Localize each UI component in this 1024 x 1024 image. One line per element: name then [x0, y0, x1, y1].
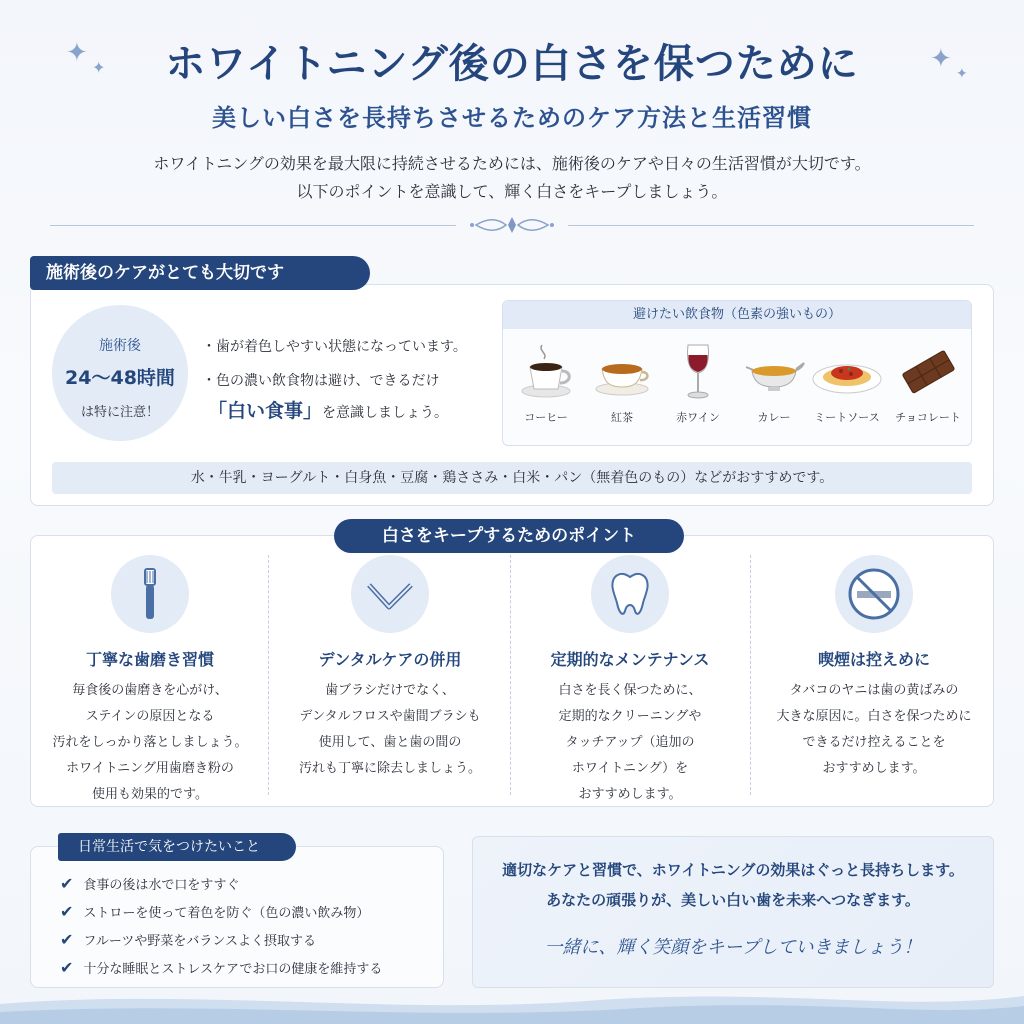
point-brushing	[30, 555, 270, 808]
daily-item-text: ストローを使って着色を防ぐ（色の濃い飲み物）	[83, 906, 370, 921]
ornament-icon	[466, 214, 558, 236]
floss-icon	[351, 555, 429, 633]
sparkle-icon: ✦	[930, 44, 952, 74]
icon-circle	[591, 555, 669, 633]
chocolate-icon	[898, 341, 958, 401]
aftercare-bullet-3	[208, 396, 448, 423]
point-text	[270, 678, 510, 782]
tooth-icon	[591, 555, 669, 633]
food-label: コーヒー	[524, 411, 568, 424]
point-line: ホワイトニング用歯磨き粉の	[66, 761, 234, 776]
caution-bottom: は特に注意！	[80, 405, 159, 420]
coffee-icon	[518, 341, 574, 401]
point-text	[510, 678, 750, 808]
caution-hours: 24～48時間	[65, 367, 175, 389]
daily-item-text: 食事の後は水で口をすすぐ	[83, 878, 240, 893]
curry-icon	[742, 341, 806, 401]
point-line: 汚れをしっかり落としましょう。	[52, 735, 248, 750]
aftercare-bullet-3-suffix: を意識しましょう。	[322, 405, 449, 421]
daily-item	[60, 874, 240, 893]
point-line: ステインの原因となる	[85, 709, 215, 724]
food-label: 紅茶	[611, 411, 633, 424]
no-smoking-icon	[835, 555, 913, 633]
point-title: 喫煙は控えめに	[817, 650, 930, 669]
point-no-smoking	[754, 555, 994, 782]
check-icon: ✔	[60, 902, 74, 921]
point-maintenance	[510, 555, 750, 808]
closing-line-1: 適切なケアと習慣で、ホワイトニングの効果はぐっと長持ちします。	[502, 861, 964, 879]
food-item-coffee	[507, 341, 585, 425]
sparkle-icon: ✦	[956, 66, 968, 82]
divider-right	[568, 225, 974, 226]
point-line: 白さを長く保つために、	[558, 683, 702, 698]
closing-line-3: 一緒に、輝く笑顔をキープしていきましょう！	[544, 937, 922, 958]
daily-item-text: フルーツや野菜をバランスよく摂取する	[83, 934, 316, 949]
point-line: 定期的なクリーニングや	[558, 709, 702, 724]
point-title: デンタルケアの併用	[318, 650, 462, 669]
food-item-red-wine	[659, 341, 737, 425]
point-line: 歯ブラシだけでなく、	[325, 683, 455, 698]
wave-decoration	[0, 986, 1024, 1024]
food-label: 赤ワイン	[676, 411, 720, 424]
daily-item	[60, 902, 369, 921]
point-title: 定期的なメンテナンス	[550, 650, 710, 669]
daily-item	[60, 930, 316, 949]
check-icon: ✔	[60, 958, 74, 977]
food-item-chocolate	[887, 341, 969, 425]
divider-left	[50, 225, 456, 226]
food-item-meat-sauce	[805, 341, 889, 425]
food-label: カレー	[757, 411, 791, 424]
point-dental-care	[270, 555, 510, 782]
daily-item	[60, 958, 382, 977]
daily-heading: 日常生活で気をつけたいこと	[58, 833, 296, 861]
white-meal-emphasis: 「白い食事」	[208, 400, 323, 422]
toothbrush-icon	[111, 555, 189, 633]
point-line: おすすめします。	[822, 761, 926, 776]
point-line: 使用も効果的です。	[92, 787, 208, 802]
caution-circle	[52, 305, 188, 441]
point-line: ホワイトニング）を	[571, 761, 689, 776]
point-line: 汚れも丁寧に除去しましょう。	[298, 761, 481, 776]
aftercare-heading: 施術後のケアがとても大切です	[30, 256, 370, 290]
check-icon: ✔	[60, 930, 74, 949]
point-line: タッチアップ（追加の	[565, 735, 695, 750]
recommended-foods: 水・牛乳・ヨーグルト・白身魚・豆腐・鶏ささみ・白米・パン（無着色のもの）などがおすすめです。	[52, 462, 972, 494]
point-line: 大きな原因に。白さを保つために	[776, 709, 972, 724]
intro-text	[0, 150, 1024, 206]
point-separator	[268, 555, 269, 795]
check-icon: ✔	[60, 874, 74, 893]
point-line: タバコのヤニは歯の黄ばみの	[789, 683, 959, 698]
point-line: デンタルフロスや歯間ブラシも	[299, 709, 481, 724]
point-separator	[750, 555, 751, 795]
intro-line-1: ホワイトニングの効果を最大限に持続させるためには、施術後のケアや日々の生活習慣が大切です。	[153, 154, 871, 173]
sparkle-icon: ✦	[66, 38, 88, 68]
aftercare-bullet-1: ・歯が着色しやすい状態になっています。	[202, 339, 467, 355]
food-item-curry	[735, 341, 813, 425]
point-title: 丁寧な歯磨き習慣	[85, 650, 214, 669]
point-text	[30, 678, 270, 808]
closing-line-2: あなたの頑張りが、美しい白い歯を未来へつなぎます。	[546, 891, 920, 909]
avoid-foods-box	[502, 300, 972, 446]
tea-icon	[594, 341, 650, 401]
point-line: おすすめします。	[578, 787, 682, 802]
pasta-icon	[811, 341, 883, 401]
daily-item-text: 十分な睡眠とストレスケアでお口の健康を維持する	[83, 962, 383, 977]
caution-top: 施術後	[99, 338, 141, 354]
wine-icon	[670, 341, 726, 401]
page-title: ホワイトニング後の白さを保つために	[165, 40, 859, 87]
icon-circle	[835, 555, 913, 633]
intro-line-2: 以下のポイントを意識して、輝く白さをキープしましょう。	[296, 182, 728, 201]
page-subtitle: 美しい白さを長持ちさせるためのケア方法と生活習慣	[212, 103, 812, 132]
point-line: 使用して、歯と歯の間の	[318, 735, 462, 750]
food-label: ミートソース	[814, 411, 880, 424]
point-line: 毎食後の歯磨きを心がけ、	[72, 683, 228, 698]
point-text	[754, 678, 994, 782]
points-heading: 白さをキープするためのポイント	[334, 519, 684, 553]
aftercare-bullet-2: ・色の濃い飲食物は避け、できるだけ	[202, 373, 440, 389]
icon-circle	[351, 555, 429, 633]
food-item-tea	[583, 341, 661, 425]
closing-message-card	[472, 836, 994, 988]
point-line: できるだけ控えることを	[802, 735, 946, 750]
food-label: チョコレート	[895, 411, 961, 424]
sparkle-icon: ✦	[92, 58, 106, 77]
icon-circle	[111, 555, 189, 633]
avoid-foods-heading: 避けたい飲食物（色素の強いもの）	[503, 301, 971, 329]
